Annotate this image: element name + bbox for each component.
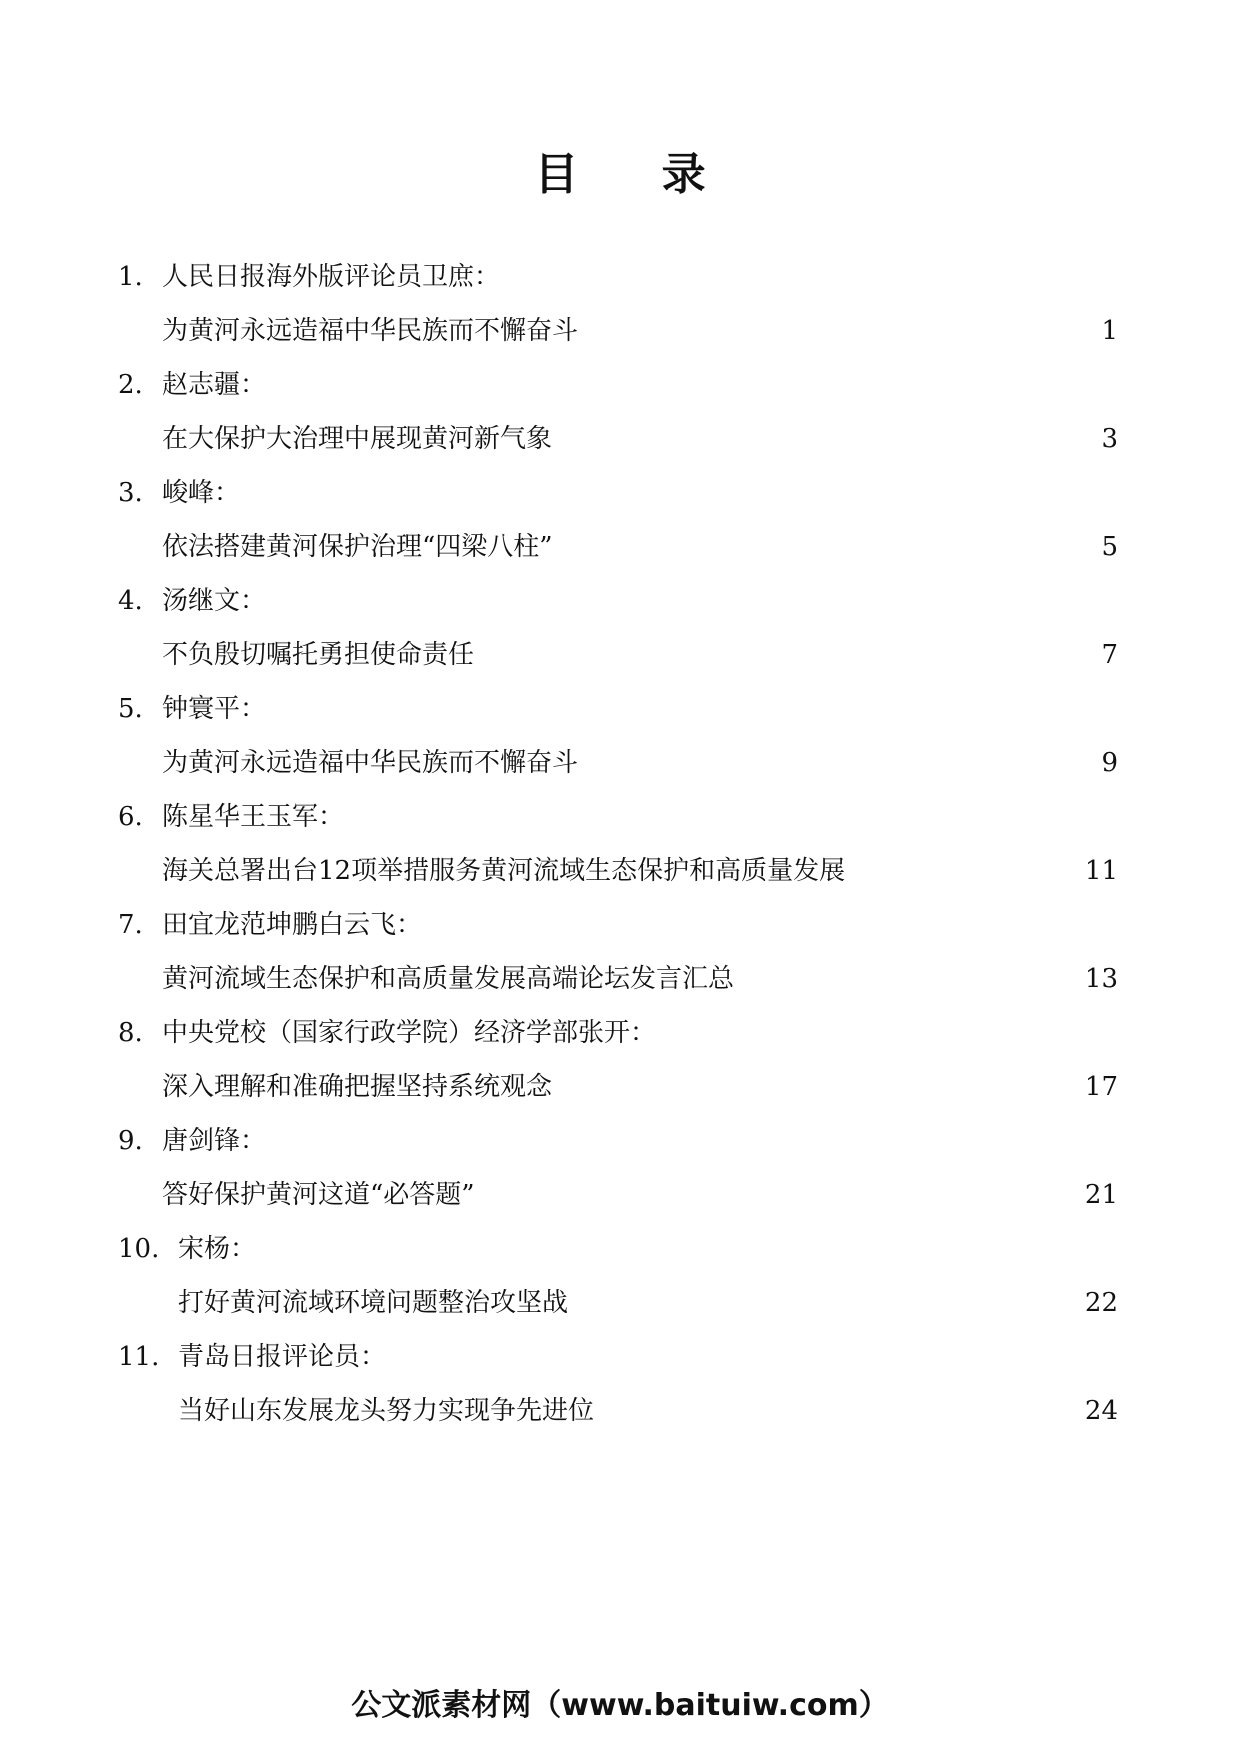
entry-number: 2. [118, 370, 143, 400]
toc-entry-2[interactable] [0, 358, 1240, 466]
entry-title[interactable]: 为黄河永远造福中华民族而不懈奋斗 [162, 316, 579, 346]
entry-author: 汤继文： [162, 586, 267, 616]
entry-number: 6. [118, 802, 143, 832]
entry-title[interactable]: 不负殷切嘱托勇担使命责任 [162, 640, 475, 670]
entry-title[interactable]: 打好黄河流域环境问题整治攻坚战 [178, 1288, 569, 1318]
entry-title[interactable]: 依法搭建黄河保护治理“四梁八柱” [162, 532, 553, 562]
toc-entry-8[interactable] [0, 1006, 1240, 1114]
entry-title[interactable]: 为黄河永远造福中华民族而不懈奋斗 [162, 748, 579, 778]
entry-author: 陈星华王玉军： [162, 802, 345, 832]
entry-author: 钟寰平： [162, 694, 267, 724]
toc-entry-9[interactable] [0, 1114, 1240, 1222]
entry-page-number: 9 [1101, 748, 1118, 778]
entry-number: 9. [118, 1126, 143, 1156]
entry-page-number: 11 [1084, 856, 1118, 886]
entry-page-number: 17 [1084, 1072, 1118, 1102]
entry-author: 人民日报海外版评论员卫庶： [162, 262, 501, 292]
entry-page-number: 13 [1084, 964, 1118, 994]
toc-entry-10[interactable] [0, 1222, 1240, 1330]
entry-page-number: 3 [1101, 424, 1118, 454]
page-title: 目 录 [534, 149, 740, 200]
entry-author: 赵志疆： [162, 370, 267, 400]
entry-author: 唐剑锋： [162, 1126, 267, 1156]
entry-author: 中央党校（国家行政学院）经济学部张开： [162, 1018, 657, 1048]
toc-entry-11[interactable] [0, 1330, 1240, 1438]
entry-title[interactable]: 在大保护大治理中展现黄河新气象 [162, 424, 553, 454]
toc-entry-7[interactable] [0, 898, 1240, 1006]
entry-number: 4. [118, 586, 143, 616]
entry-title[interactable]: 海关总署出台12项举措服务黄河流域生态保护和高质量发展 [162, 856, 846, 886]
toc-entry-4[interactable] [0, 574, 1240, 682]
entry-author: 峻峰： [162, 478, 241, 508]
toc-entry-5[interactable] [0, 682, 1240, 790]
entry-number: 11. [118, 1342, 160, 1372]
entry-number: 8. [118, 1018, 143, 1048]
entry-page-number: 21 [1084, 1180, 1118, 1210]
entry-page-number: 22 [1084, 1288, 1118, 1318]
entry-number: 5. [118, 694, 143, 724]
entry-page-number: 24 [1084, 1396, 1118, 1426]
footer-source-text: 公文派素材网（www.baituiw.com） [351, 1688, 889, 1723]
entry-author: 宋杨： [178, 1234, 257, 1264]
toc-entry-6[interactable] [0, 790, 1240, 898]
entry-title[interactable]: 黄河流域生态保护和高质量发展高端论坛发言汇总 [162, 964, 735, 994]
table-of-contents [0, 250, 1240, 1438]
entry-title[interactable]: 深入理解和准确把握坚持系统观念 [162, 1072, 553, 1102]
entry-page-number: 5 [1101, 532, 1118, 562]
toc-entry-3[interactable] [0, 466, 1240, 574]
entry-number: 7. [118, 910, 143, 940]
entry-page-number: 1 [1101, 316, 1118, 346]
entry-number: 10. [118, 1234, 160, 1264]
entry-number: 1. [118, 262, 143, 292]
entry-page-number: 7 [1101, 640, 1118, 670]
entry-author: 青岛日报评论员： [178, 1342, 387, 1372]
entry-author: 田宜龙范坤鹏白云飞： [162, 910, 423, 940]
entry-title[interactable]: 答好保护黄河这道“必答题” [162, 1180, 475, 1210]
toc-entry-1[interactable] [0, 250, 1240, 358]
entry-number: 3. [118, 478, 143, 508]
entry-title[interactable]: 当好山东发展龙头努力实现争先进位 [178, 1396, 595, 1426]
